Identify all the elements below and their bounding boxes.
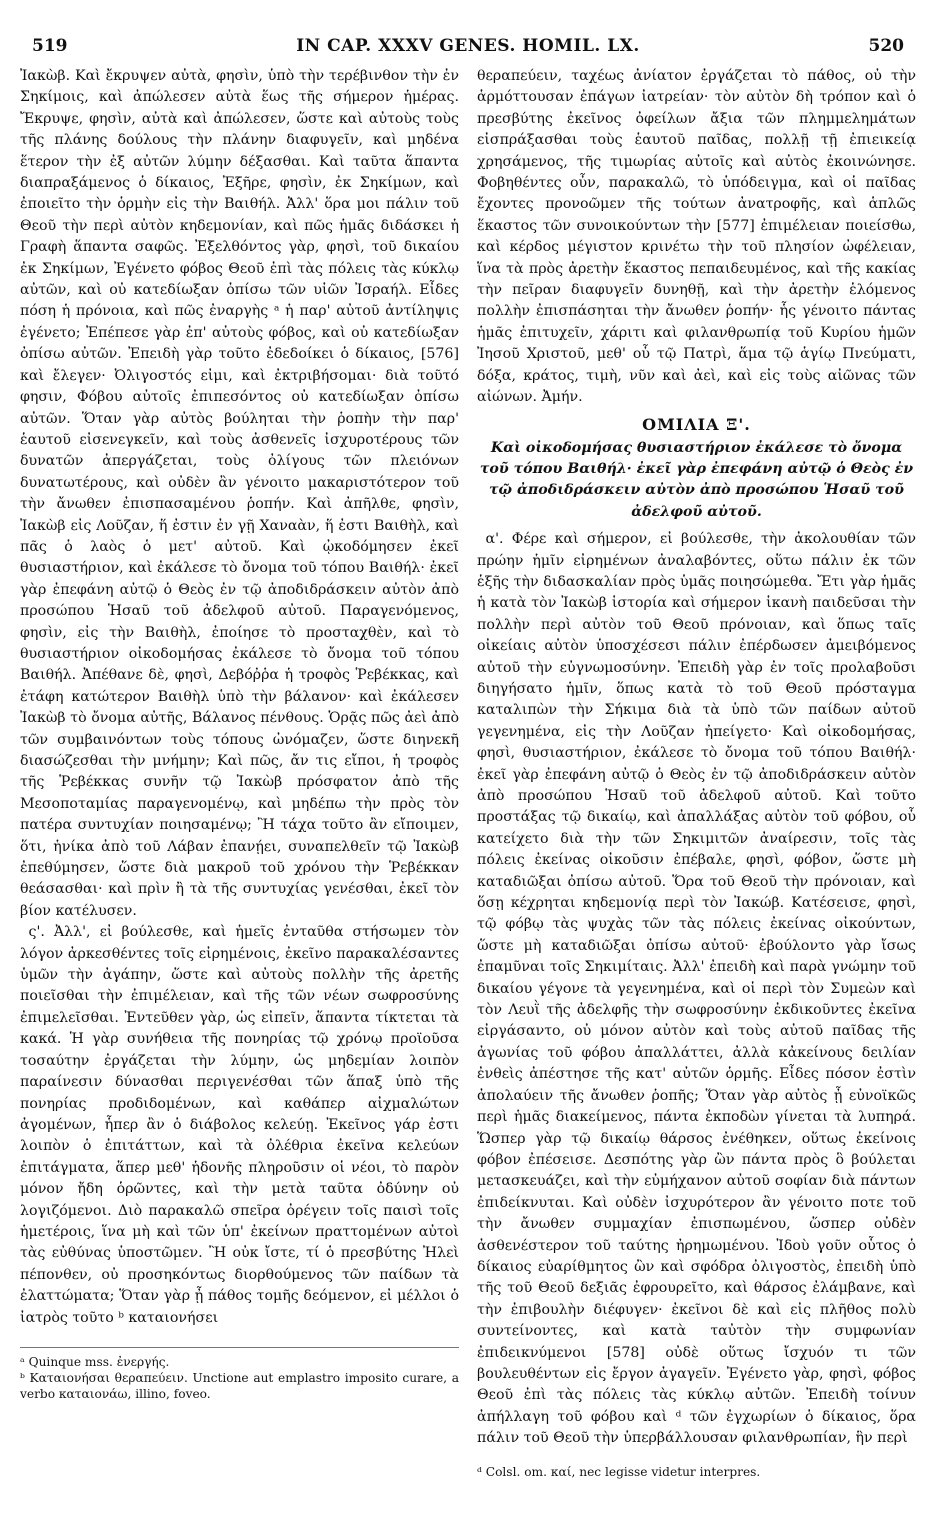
footnote-a: ᵃ Quinque mss. ἐνεργής. xyxy=(20,1354,170,1369)
right-paragraph-1: θεραπεύειν, ταχέως ἀνίατον ἐργάζεται τὸ πάθος, οὐ τὴν ἁρμόττουσαν ἐπάγων ἰατρείαν· τὸν αὐτὸν δὴ τρόπον καὶ ὁ πρεσβύτης ἐκεῖνος ὀφείλων ἄξια τῶν πλημμελημάτων εἰσπράξασθαι τοὺς ἑαυτοῦ παῖδας, πολλῇ τῇ ἐπιεικείᾳ χρησάμενος, τῆς τιμωρίας αὐτοῖς καὶ αὐτὸς ἐκοινώνησε. Φοβηθέντες οὖν, παρακαλῶ, τὸ ὑπόδειγμα, καὶ οἱ παῖδας ἔχοντες προνοῶμεν τῆς τούτων ἀνατροφῆς, καὶ ἁπλῶς ἕκαστος τῶν συνοικούντων τὴν [577] ἐπιμέλειαν ποιείσθω, καὶ κέρδος μέγιστον κρινέτω τὴν τοῦ πλησίον ὠφέλειαν, ἵνα τὰ πρὸς ἀρετὴν ἕκαστος πεπαιδευμένος, καὶ τῆς κακίας τὴν πεῖραν διαφυγεῖν δυνηθῇ, καὶ τὴν ἀρετὴν ἑλόμενος πολλὴν ἐπισπάσηται τὴν ἄνωθεν ῥοπήν· ἧς γένοιτο πάντας ἡμᾶς ἐπιτυχεῖν, χάριτι καὶ φιλανθρωπίᾳ τοῦ Κυρίου ἡμῶν Ἰησοῦ Χριστοῦ, μεθ' οὗ τῷ Πατρὶ, ἅμα τῷ ἁγίῳ Πνεύματι, δόξα, κράτος, τιμὴ, νῦν καὶ ἀεὶ, καὶ εἰς τοὺς αἰῶνας τῶν αἰώνων. Ἀμήν. xyxy=(477,68,916,406)
page-number-right: 520 xyxy=(868,36,904,56)
footnote-b: ᵇ Καταιονήσαι θεραπεύειν. Unctione aut emplastro imposito curare, a verbo καταιονάω, illino, foveo. xyxy=(20,1370,459,1401)
left-column xyxy=(20,66,459,1480)
right-footnotes xyxy=(477,1464,916,1480)
homily-title: ΟΜΙΛΙΑ Ξ'. xyxy=(642,414,751,434)
page-number-left: 519 xyxy=(32,36,68,56)
page-header xyxy=(20,30,916,60)
left-paragraph-1: Ἰακὼβ. Καὶ ἔκρυψεν αὐτὰ, φησὶν, ὑπὸ τὴν τερέβινθον τὴν ἐν Σηκίμοις, καὶ ἀπώλεσεν αὐτὰ ἕως τῆς σήμερον ἡμέρας. Ἔκρυψε, φησὶν, αὐτὰ καὶ ἀπώλεσεν, ὥστε καὶ αὐτοὺς τοὺς τῆς πλάνης δούλους τὴν πλάνην διαφυγεῖν, καὶ μηδένα ἕτερον τὴν ἐξ αὐτῶν λύμην δέξασθαι. Καὶ ταῦτα ἅπαντα διαπραξάμενος ὁ δίκαιος, Ἐξῆρε, φησὶν, ἐκ Σηκίμων, καὶ ἐποιεῖτο τὴν ὁρμὴν εἰς τὴν Βαιθήλ. Ἀλλ' ὅρα μοι πάλιν τοῦ Θεοῦ τὴν περὶ αὐτὸν κηδεμονίαν, καὶ πῶς ἡμᾶς διδάσκει ἡ Γραφὴ ἅπαντα σαφῶς. Ἐξελθόντος γὰρ, φησὶ, τοῦ δικαίου ἐκ Σηκίμων, Ἐγένετο φόβος Θεοῦ ἐπὶ τὰς πόλεις τὰς κύκλῳ αὐτῶν, καὶ οὐ κατεδίωξαν ὀπίσω τῶν υἱῶν Ἰσραήλ. Εἶδες πόση ἡ πρόνοια, καὶ πῶς ἐναργὴς ᵃ ἡ παρ' αὐτοῦ ἀντίληψις ἐγένετο; Ἐπέπεσε γὰρ ἐπ' αὐτοὺς φόβος, καὶ οὐ κατεδίωξαν ὀπίσω αὐτῶν. Ἐπειδὴ γὰρ τοῦτο ἐδεδοίκει ὁ δίκαιος, [576] καὶ ἔλεγεν· Ὀλιγοστός εἰμι, καὶ ἐκτριβήσομαι· διὰ τοῦτό φησιν, Φόβου αὐτοῖς ἐπιπεσόντος οὐ κατεδίωξαν ὀπίσω αὐτῶν. Ὅταν γὰρ αὐτὸς βούληται τὴν ῥοπὴν τὴν παρ' ἑαυτοῦ εἰσενεγκεῖν, καὶ τοὺς ἀσθενεῖς ἰσχυροτέρους τῶν δυνατῶν ἀπεργάζεται, τοὺς ὀλίγους τῶν πλειόνων δυνατωτέρους, καὶ οὐδὲν ἂν γένοιτο μακαριστότερον τοῦ τὴν ἄνωθεν ἐπισπασαμένου ῥοπήν. Καὶ ἀπῆλθε, φησὶν, Ἰακὼβ εἰς Λοῦζαν, ἥ ἐστιν ἐν γῇ Χαναὰν, ἥ ἐστι Βαιθὴλ, καὶ πᾶς ὁ λαὸς ὁ μετ' αὐτοῦ. Καὶ ᾠκοδόμησεν ἐκεῖ θυσιαστήριον, καὶ ἐκάλεσε τὸ ὄνομα τοῦ τόπου Βαιθήλ· ἐκεῖ γὰρ ἐπεφάνη αὐτῷ ὁ Θεὸς ἐν τῷ ἀποδιδράσκειν αὐτὸν ἀπὸ προσώπου Ἡσαῦ τοῦ ἀδελφοῦ αὐτοῦ. Παραγενόμενος, φησὶν, εἰς τὴν Βαιθὴλ, ἐποίησε τὸ προσταχθὲν, καὶ τὸ θυσιαστήριον οἰκοδομήσας ἐκάλεσε τὸ ὄνομα τοῦ τόπου Βαιθήλ. Ἀπέθανε δὲ, φησὶ, Δεβόῤῥα ἡ τροφὸς Ῥεβέκκας, καὶ ἐτάφη κατώτερον Βαιθὴλ ὑπὸ τὴν βάλανον· καὶ ἐκάλεσεν Ἰακὼβ τὸ ὄνομα αὐτῆς, Βάλανος πένθους. Ὁρᾷς πῶς ἀεὶ ἀπὸ τῶν συμβαινόντων τοὺς τόπους ὠνόμαζεν, ὥστε διηνεκῆ διασώζεσθαι τὴν μνήμην; Καὶ πῶς, ἄν τις εἴποι, ἡ τροφὸς τῆς Ῥεβέκκας συνῆν τῷ Ἰακὼβ πρόσφατον ἀπὸ τῆς Μεσοποταμίας παραγενομένῳ, καὶ μηδέπω τὴν πρὸς τὸν πατέρα συντυχίαν ποιησαμένῳ; Ἢ τάχα τοῦτο ἂν εἴποιμεν, ὅτι, ἡνίκα ἀπὸ τοῦ Λάβαν ἐπανῄει, συναπελθεῖν τῷ Ἰακὼβ ἐπεθύμησεν, ὥστε διὰ μακροῦ τοῦ χρόνου τὴν Ῥεβέκκαν θεάσασθαι· καὶ πρὶν ἢ τὰ τῆς συντυχίας γενέσθαι, ἐκεῖ τὸν βίον κατέλυσεν. xyxy=(20,68,459,919)
scripture-lemma: Καὶ οἰκοδομήσας θυσιαστήριον ἐκάλεσε τὸ ὄνομα τοῦ τόπου Βαιθήλ· ἐκεῖ γὰρ ἐπεφάνη αὐτῷ ὁ Θεὸς ἐν τῷ ἀποδιδράσκειν αὐτὸν ἀπὸ προσώπου Ἡσαῦ τοῦ ἀδελφοῦ αὐτοῦ. xyxy=(479,439,914,520)
right-column xyxy=(477,66,916,1480)
left-footnotes xyxy=(20,1347,459,1402)
running-title: IN CAP. XXXV GENES. HOMIL. LX. xyxy=(296,36,640,56)
left-paragraph-2: ς'. Ἀλλ', εἰ βούλεσθε, καὶ ἡμεῖς ἐνταῦθα στήσωμεν τὸν λόγον ἀρκεσθέντες τοῖς εἰρημένοις, ἐκεῖνο παρακαλέσαντες ὑμῶν τὴν ἀγάπην, ὥστε καὶ αὐτοὺς πολλὴν τῆς ἀρετῆς ποιεῖσθαι τὴν ἐπιμέλειαν, καὶ τῆς τῶν νέων σωφροσύνης ἐπιμελεῖσθαι. Ἐντεῦθεν γὰρ, ὡς εἰπεῖν, ἅπαντα τίκτεται τὰ κακά. Ἡ γὰρ συνήθεια τῆς πονηρίας τῷ χρόνῳ προϊοῦσα τοσαύτην ἐργάζεται τὴν λύμην, ὡς μηδεμίαν λοιπὸν παραίνεσιν δύνασθαι περιγενέσθαι τῶν ἅπαξ ὑπὸ τῆς πονηρίας προδιδομένων, καὶ καθάπερ αἰχμαλώτων ἀγομένων, ἧπερ ἂν ὁ διάβολος κελεύῃ. Ἐκεῖνος γάρ ἐστι λοιπὸν ὁ ἐπιτάττων, καὶ τὰ ὀλέθρια ἐκεῖνα κελεύων ἐπιτάγματα, ἅπερ μεθ' ἡδονῆς πληροῦσιν οἱ νέοι, τὸ παρὸν μόνον ἤδη ὁρῶντες, καὶ τὴν μετὰ ταῦτα ὀδύνην οὐ λογιζόμενοι. Διὸ παρακαλῶ σπεῖρα ὀρέγειν τοῖς παισὶ τοῖς ἡμετέροις, ἵνα μὴ καὶ τῶν ὑπ' ἐκείνων πραττομένων αὐτοὶ τὰς εὐθύνας ὑποστῶμεν. Ἢ οὐκ ἴστε, τί ὁ πρεσβύτης Ἠλεὶ πέπονθεν, οὐ προσηκόντως διορθούμενος τῶν παίδων τὰ ἐλαττώματα; Ὅταν γὰρ ᾖ πάθος τομῆς δεόμενον, εἰ μέλλοι ὁ ἰατρὸς τοῦτο ᵇ καταιονήσει xyxy=(20,924,459,1326)
right-paragraph-2: α'. Φέρε καὶ σήμερον, εἰ βούλεσθε, τὴν ἀκολουθίαν τῶν πρώην ἡμῖν εἰρημένων ἀναλαβόντες, οὕτω πάλιν ἐκ τῶν ἑξῆς τὴν διδασκαλίαν πρὸς ὑμᾶς ποιησώμεθα. Ἔτι γὰρ ἡμᾶς ἡ κατὰ τὸν Ἰακὼβ ἱστορία καὶ σήμερον ἱκανὴ παιδεῦσαι τὴν πολλὴν περὶ αὐτὸν τοῦ Θεοῦ πρόνοιαν, καὶ ὅπως ταῖς οἰκείαις αὐτὸν ὑποσχέσεσι πάλιν ἐπέρδωσεν ἀμειβόμενος αὐτοῦ τὴν εὐγνωμοσύνην. Ἐπειδὴ γὰρ ἐν τοῖς προλαβοῦσι διηγήσατο ἡμῖν, ὅπως κατὰ τὸ τοῦ Θεοῦ πρόσταγμα καταλιπὼν τὴν Σήκιμα διὰ τὰ ὑπὸ τῶν παίδων αὐτοῦ γεγενημένα, εἰς τὴν Λοῦζαν ἠπείγετο· Καὶ οἰκοδομήσας, φησὶ, θυσιαστήριον, ἐκάλεσε τὸ ὄνομα τοῦ τόπου Βαιθήλ· ἐκεῖ γὰρ ἐπεφάνη αὐτῷ ὁ Θεὸς ἐν τῷ ἀποδιδράσκειν αὐτὸν ἀπὸ προσώπου Ἡσαῦ τοῦ ἀδελφοῦ αὐτοῦ. Καὶ τοῦτο προστάξας τῷ δικαίῳ, καὶ ἀπαλλάξας αὐτὸν τοῦ φόβου, οὗ κατείχετο διὰ τὴν τῶν Σηκιμιτῶν ἀναίρεσιν, τοῖς τὰς πόλεις ἐκείνας οἰκοῦσιν ἐπέβαλε, φησὶ, φόβον, ὥστε μὴ καταδιῶξαι ὀπίσω αὐτοῦ. Ὅρα τοῦ Θεοῦ τὴν πρόνοιαν, καὶ ὅσῃ κέχρηται κηδεμονίᾳ περὶ τὸν Ἰακώβ. Κατέσεισε, φησὶ, τῷ φόβῳ τὰς ψυχὰς τῶν τὰς πόλεις ἐκείνας οἰκούντων, ὥστε μὴ καταδιῶξαι ὀπίσω αὐτοῦ· ἐβούλοντο γὰρ ἴσως ἐπαμῦναι τοῖς Σηκιμίταις. Ἀλλ' ἐπειδὴ καὶ παρὰ γνώμην τοῦ δικαίου γέγονε τὰ γεγενημένα, καὶ οἱ περὶ τὸν Συμεὼν καὶ τὸν Λευῒ τῆς ἀδελφῆς τὴν σωφροσύνην ἐκδικοῦντες ἐκεῖνα εἰργάσαντο, οὐ μόνον αὐτὸν καὶ τοὺς αὐτοῦ παῖδας τῆς ἀγωνίας τοῦ φόβου ἀπαλλάττει, ἀλλὰ κἀκείνους δειλίαν ἐνθεὶς ἀπέστησε τῆς κατ' αὐτῶν ὁρμῆς. Εἶδες πόσον ἐστὶν ἀπολαύειν τῆς ἄνωθεν ῥοπῆς; Ὅταν γὰρ αὐτὸς ᾖ εὐνοϊκῶς περὶ ἡμᾶς διακείμενος, πάντα ἐκποδὼν γίνεται τὰ λυπηρά. Ὥσπερ γὰρ τῷ δικαίῳ θάρσος ἐνέθηκεν, οὕτως ἐκείνοις φόβον ἐπέσεισε. Δεσπότης γὰρ ὢν πάντα πρὸς ὃ βούλεται μετασκευάζει, καὶ τὴν εὐμήχανον αὐτοῦ σοφίαν διὰ πάντων ἐπιδείκνυται. Καὶ οὐδὲν ἰσχυρότερον ἂν γένοιτο ποτε τοῦ τὴν ἄνωθεν συμμαχίαν ἐπισπωμένου, ὥσπερ οὐδὲν ἀσθενέστερον τοῦ ταύτης ἠρημωμένου. Ἰδοὺ γοῦν οὗτος ὁ δίκαιος εὐαρίθμητος ὢν καὶ σφόδρα ὀλιγοστὸς, ἐπειδὴ ὑπὸ τῆς τοῦ Θεοῦ δεξιᾶς ἐφρουρεῖτο, καὶ θάρσος ἐλάμβανε, καὶ τὴν ἐπιβουλὴν διέφυγεν· ἐκεῖνοι δὲ καὶ εἰς πλῆθος πολὺ συντείνοντες, καὶ κατὰ ταὐτὸν τὴν συμφωνίαν ἐπιδεικνύμενοι [578] οὐδὲ οὕτως ἴσχυόν τι τῶν βουλευθέντων εἰς ἔργον ἀγαγεῖν. Ἐγένετο γὰρ, φησὶ, φόβος Θεοῦ ἐπὶ τὰς πόλεις τὰς κύκλῳ αὐτῶν. Ἐπειδὴ τοίνυν ἀπήλλαγη τοῦ φόβου καὶ ᵈ τῶν ἐγχωρίων ὁ δίκαιος, ὅρα πάλιν τοῦ Θεοῦ τὴν ὑπερβάλλουσαν φιλανθρωπίαν, ἣν περὶ xyxy=(477,531,916,1447)
footnote-d: ᵈ Colsl. om. καί, nec legisse videtur interpres. xyxy=(477,1464,761,1479)
text-columns xyxy=(20,66,916,1480)
